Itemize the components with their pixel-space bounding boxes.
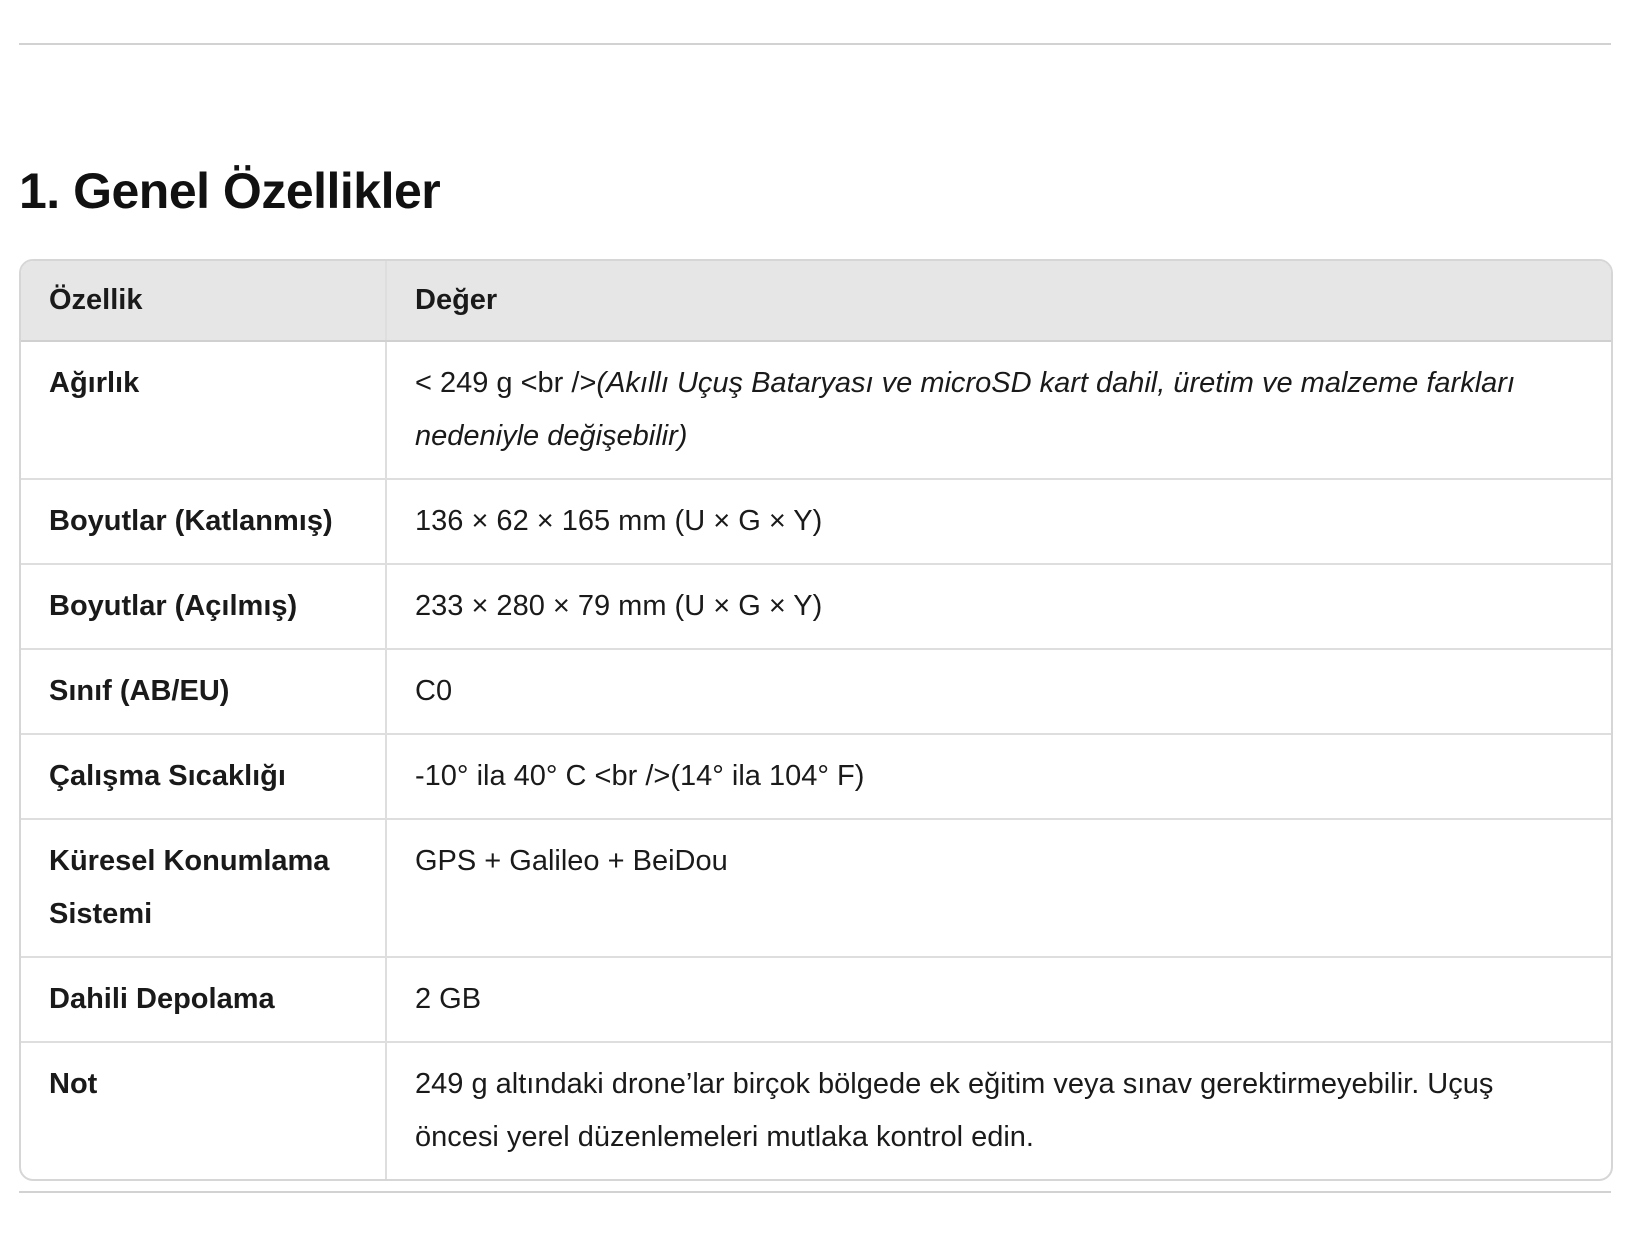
row-key: Sınıf (AB/EU) xyxy=(21,649,386,734)
specs-table xyxy=(19,259,1613,1181)
row-value: GPS + Galileo + BeiDou xyxy=(386,819,1611,957)
table-row xyxy=(21,819,1611,957)
table-header-row xyxy=(21,261,1611,341)
row-key: Ağırlık xyxy=(21,341,386,479)
table-row xyxy=(21,564,1611,649)
row-key: Küresel Konumlama Sistemi xyxy=(21,819,386,957)
row-value: 249 g altındaki drone’lar birçok bölgede ek eğitim veya sınav gerektirmeyebilir. Uçuş öncesi yerel düzenlemeleri mutlaka kontrol edin. xyxy=(386,1042,1611,1179)
header-value: Değer xyxy=(386,261,1611,341)
table-row xyxy=(21,479,1611,564)
table-row xyxy=(21,649,1611,734)
row-value: 136 × 62 × 165 mm (U × G × Y) xyxy=(386,479,1611,564)
row-value: 233 × 280 × 79 mm (U × G × Y) xyxy=(386,564,1611,649)
table-row xyxy=(21,1042,1611,1179)
row-value: -10° ila 40° C <br />(14° ila 104° F) xyxy=(386,734,1611,819)
row-key: Dahili Depolama xyxy=(21,957,386,1042)
table-row xyxy=(21,957,1611,1042)
table-row xyxy=(21,341,1611,479)
table-row xyxy=(21,734,1611,819)
row-key: Boyutlar (Açılmış) xyxy=(21,564,386,649)
bottom-divider xyxy=(19,1191,1611,1193)
row-key: Not xyxy=(49,1068,98,1100)
row-value-italic: (Akıllı Uçuş Bataryası ve microSD kart dahil, üretim ve malzeme farkları nedeniyle değişebilir) xyxy=(415,367,1515,452)
top-divider xyxy=(19,43,1611,45)
row-value: C0 xyxy=(386,649,1611,734)
row-value xyxy=(386,341,1611,479)
section-title: 1. Genel Özellikler xyxy=(19,163,441,219)
row-value: 2 GB xyxy=(386,957,1611,1042)
header-feature: Özellik xyxy=(21,261,386,341)
row-key: Çalışma Sıcaklığı xyxy=(21,734,386,819)
row-value-plain: < 249 g <br /> xyxy=(415,367,597,399)
row-key: Boyutlar (Katlanmış) xyxy=(21,479,386,564)
